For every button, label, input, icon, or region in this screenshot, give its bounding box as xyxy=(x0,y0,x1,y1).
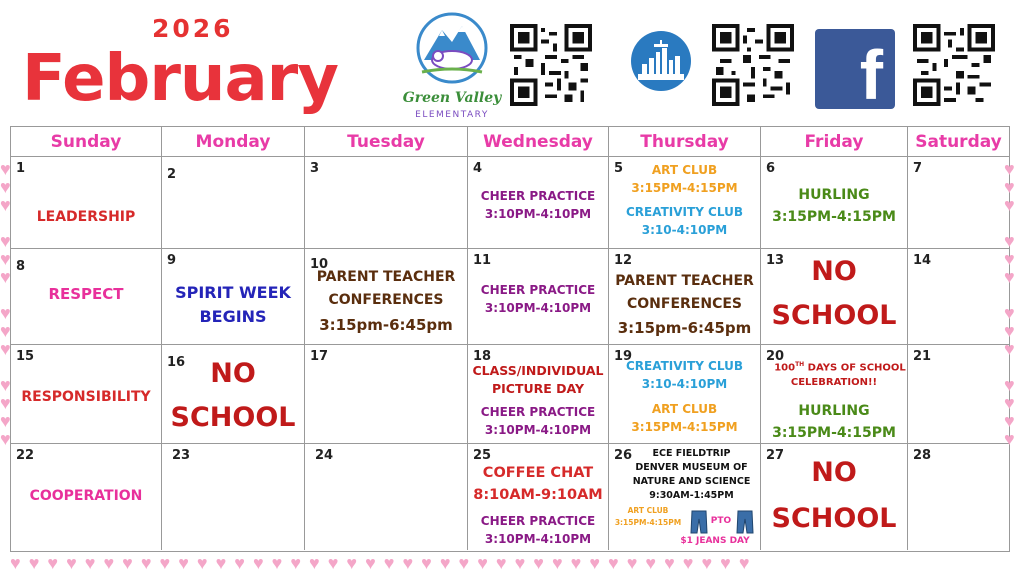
event-label: CHEER PRACTICE xyxy=(480,283,596,297)
day-cell[interactable] xyxy=(305,345,468,444)
day-number: 8 xyxy=(16,259,26,274)
school-subtitle: ELEMENTARY xyxy=(415,110,489,120)
event-label: CHEER PRACTICE xyxy=(480,189,596,203)
weekday-header-row xyxy=(11,127,1009,157)
day-number: 3 xyxy=(310,161,320,176)
event-label: DENVER MUSEUM OF xyxy=(635,462,748,473)
event-label: COFFEE CHAT xyxy=(482,465,594,481)
event-time: 3:15PM-4:15PM xyxy=(631,181,738,195)
day-number: 20 xyxy=(766,349,785,364)
day-cell[interactable] xyxy=(162,157,305,249)
day-number: 22 xyxy=(16,448,35,463)
day-number: 9 xyxy=(167,253,177,268)
event-label xyxy=(761,361,907,375)
event-label: CLASS/INDIVIDUAL xyxy=(472,363,604,378)
event-time: 3:15PM-4:15PM xyxy=(772,425,896,441)
day-number: 12 xyxy=(614,253,633,268)
day-cell[interactable] xyxy=(11,249,162,345)
event-label: CONFERENCES xyxy=(328,292,444,308)
event-label: RESPECT xyxy=(48,285,124,303)
day-cell[interactable] xyxy=(162,444,305,550)
event-label: CHEER PRACTICE xyxy=(480,514,596,528)
event-label: NO xyxy=(811,256,857,287)
event-label: NATURE AND SCIENCE xyxy=(632,476,751,487)
day-number: 5 xyxy=(614,161,624,176)
day-cell[interactable] xyxy=(609,345,761,444)
day-number: 18 xyxy=(473,349,492,364)
day-number: 13 xyxy=(766,253,785,268)
day-cell[interactable] xyxy=(908,444,1009,550)
event-time: 3:10PM-4:10PM xyxy=(484,423,592,437)
day-cell[interactable] xyxy=(761,249,908,345)
event-label: PTO xyxy=(710,516,732,526)
qr-code-icon[interactable] xyxy=(510,24,592,106)
event-label: PARENT TEACHER xyxy=(615,273,754,289)
day-cell[interactable] xyxy=(468,157,609,249)
school-logo xyxy=(402,8,502,120)
bear-mountain-logo-icon xyxy=(402,8,502,88)
city-skyline-logo-icon xyxy=(630,30,692,92)
day-cell[interactable] xyxy=(761,444,908,550)
event-time: 3:15pm-6:45pm xyxy=(319,316,453,334)
event-label-number: 100 xyxy=(774,362,796,374)
qr-code-icon[interactable] xyxy=(913,24,995,106)
year-label: 2026 xyxy=(152,14,234,43)
day-number: 7 xyxy=(913,161,923,176)
day-number: 16 xyxy=(167,355,186,370)
day-number: 27 xyxy=(766,448,785,463)
qr-code-icon[interactable] xyxy=(712,24,794,106)
event-label: ART CLUB xyxy=(651,163,718,177)
event-time: 9:30AM-1:45PM xyxy=(649,490,734,501)
day-cell[interactable] xyxy=(468,345,609,444)
weekday-sunday: Sunday xyxy=(11,127,162,157)
facebook-icon[interactable]: f xyxy=(815,29,895,109)
day-number: 15 xyxy=(16,349,35,364)
event-label: PARENT TEACHER xyxy=(316,269,456,285)
event-time: 3:10-4:10PM xyxy=(641,377,728,391)
day-cell[interactable] xyxy=(162,345,305,444)
event-label: ART CLUB xyxy=(651,402,718,416)
day-number: 24 xyxy=(315,448,334,463)
weekday-friday: Friday xyxy=(761,127,908,157)
day-cell[interactable] xyxy=(11,345,162,444)
event-label: ECE FIELDTRIP xyxy=(652,448,731,459)
event-label: PICTURE DAY xyxy=(491,381,585,396)
event-time: 3:10-4:10PM xyxy=(641,223,728,237)
day-number: 4 xyxy=(473,161,483,176)
jeans-icon xyxy=(689,510,709,534)
day-cell[interactable] xyxy=(761,345,908,444)
day-cell[interactable] xyxy=(305,444,468,550)
day-cell[interactable] xyxy=(908,345,1009,444)
day-cell[interactable] xyxy=(908,157,1009,249)
event-label: LEADERSHIP xyxy=(36,209,136,225)
day-number: 14 xyxy=(913,253,932,268)
heart-icon: ♥ ♥ ♥ ♥ ♥ ♥ ♥ ♥ ♥ ♥ ♥ ♥ ♥ xyxy=(1004,159,1015,449)
event-time: 3:10PM-4:10PM xyxy=(484,207,592,221)
day-number: 10 xyxy=(310,257,329,272)
event-time: 3:15PM-4:15PM xyxy=(772,209,896,225)
event-time: 3:10PM-4:10PM xyxy=(484,532,592,546)
event-time: 3:15pm-6:45pm xyxy=(617,319,752,337)
event-label: RESPONSIBILITY xyxy=(21,389,151,405)
event-label: BEGINS xyxy=(199,307,267,326)
day-cell[interactable] xyxy=(11,157,162,249)
event-time: 8:10AM-9:10AM xyxy=(473,487,603,503)
day-cell[interactable] xyxy=(609,444,761,550)
event-label: SCHOOL xyxy=(170,402,296,433)
day-cell[interactable] xyxy=(468,249,609,345)
jeans-icon xyxy=(735,510,755,534)
event-time: 3:15PM-4:15PM xyxy=(614,518,682,527)
day-number: 19 xyxy=(614,349,633,364)
event-label: SCHOOL xyxy=(771,503,897,534)
day-number: 23 xyxy=(172,448,191,463)
event-label: NO xyxy=(210,358,256,389)
day-cell[interactable] xyxy=(11,444,162,550)
weekday-thursday: Thursday xyxy=(609,127,761,157)
weekday-monday: Monday xyxy=(162,127,305,157)
event-label: CREATIVITY CLUB xyxy=(626,205,743,219)
day-number: 21 xyxy=(913,349,932,364)
day-cell[interactable] xyxy=(468,444,609,550)
calendar-grid xyxy=(10,126,1010,552)
event-time: 3:15PM-4:15PM xyxy=(631,420,738,434)
event-label: CONFERENCES xyxy=(626,296,742,312)
day-number: 1 xyxy=(16,161,26,176)
day-number: 11 xyxy=(473,253,492,268)
day-number: 25 xyxy=(473,448,492,463)
day-cell[interactable] xyxy=(609,249,761,345)
event-label: SPIRIT WEEK xyxy=(175,283,291,302)
heart-icon: ♥ ♥ ♥ ♥ ♥ ♥ ♥ ♥ ♥ ♥ ♥ ♥ ♥ xyxy=(0,159,11,449)
day-cell[interactable] xyxy=(761,157,908,249)
weekday-tuesday: Tuesday xyxy=(305,127,468,157)
day-cell[interactable] xyxy=(609,157,761,249)
heart-icon: ♥♥♥♥♥♥♥♥♥♥♥♥♥♥♥♥♥♥♥♥♥♥♥♥♥♥♥♥♥♥♥♥♥♥♥♥♥♥♥♥ xyxy=(10,554,758,572)
day-number: 17 xyxy=(310,349,329,364)
day-number: 2 xyxy=(167,167,177,182)
month-title: February xyxy=(22,42,338,116)
day-number: 26 xyxy=(614,448,633,463)
event-time: 3:10PM-4:10PM xyxy=(484,301,592,315)
weekday-wednesday: Wednesday xyxy=(468,127,609,157)
day-number: 28 xyxy=(913,448,932,463)
event-label-rest: DAYS OF SCHOOL xyxy=(804,362,906,374)
event-label: $1 JEANS DAY xyxy=(680,536,750,546)
event-label-superscript: TH xyxy=(795,361,805,368)
day-cell[interactable] xyxy=(305,157,468,249)
event-label: SCHOOL xyxy=(771,300,897,331)
event-label: CELEBRATION!! xyxy=(790,377,878,388)
event-label: NO xyxy=(811,457,857,488)
event-label: COOPERATION xyxy=(29,488,143,504)
school-name: Green Valley xyxy=(402,90,502,106)
event-label: CREATIVITY CLUB xyxy=(626,359,743,373)
event-label: ART CLUB xyxy=(627,506,669,515)
day-cell[interactable] xyxy=(162,249,305,345)
day-cell[interactable] xyxy=(908,249,1009,345)
event-label: HURLING xyxy=(798,187,870,203)
event-label: HURLING xyxy=(798,403,870,419)
event-label: CHEER PRACTICE xyxy=(480,405,596,419)
weekday-saturday: Saturday xyxy=(915,132,1002,152)
day-cell[interactable] xyxy=(305,249,468,345)
day-number: 6 xyxy=(766,161,776,176)
